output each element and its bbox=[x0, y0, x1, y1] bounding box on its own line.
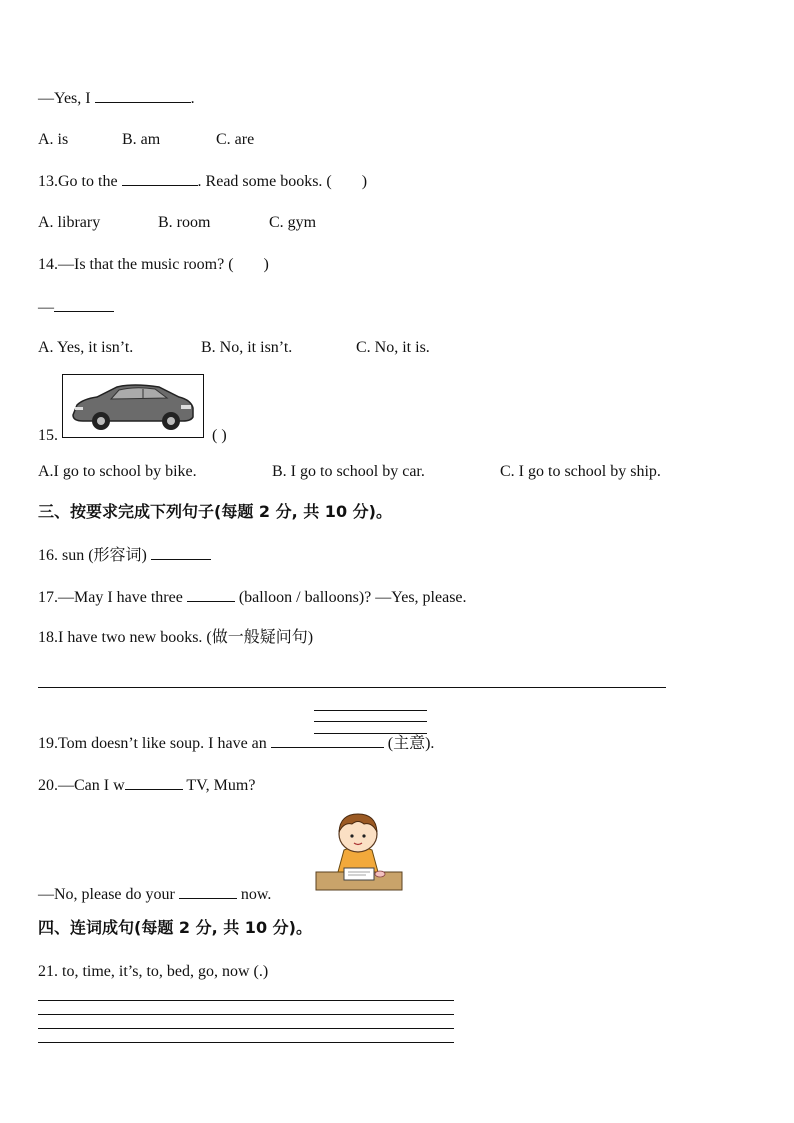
q21-question: 21. to, time, it’s, to, bed, go, now (.) bbox=[38, 963, 269, 980]
car-icon bbox=[63, 375, 203, 437]
q20-blank-1[interactable] bbox=[125, 775, 183, 790]
q15-option-a[interactable]: A.I go to school by bike. bbox=[38, 463, 197, 480]
q13-options bbox=[38, 213, 316, 233]
car-image-frame bbox=[62, 374, 204, 438]
q19-blank[interactable] bbox=[271, 733, 384, 748]
q12-answer: —Yes, I . bbox=[38, 90, 195, 107]
q15-option-b[interactable]: B. I go to school by car. bbox=[272, 463, 425, 480]
q19-line-1 bbox=[314, 710, 427, 711]
q13-blank[interactable] bbox=[122, 171, 198, 186]
q14-options bbox=[38, 338, 430, 358]
section-4-heading: 四、连词成句(每题 2 分, 共 10 分)。 bbox=[38, 918, 312, 937]
q12-options bbox=[38, 130, 254, 150]
q20-blank-2[interactable] bbox=[179, 884, 237, 899]
q13-option-c[interactable]: C. gym bbox=[269, 214, 317, 231]
q18-answer-line[interactable] bbox=[38, 687, 666, 688]
q21-answer-line-1[interactable] bbox=[38, 1000, 454, 1001]
q15-number: 15. bbox=[38, 427, 58, 444]
q15-option-c[interactable]: C. I go to school by ship. bbox=[500, 463, 661, 480]
boy-writing-image bbox=[314, 810, 404, 896]
q19-question: 19.Tom doesn’t like soup. I have an (主意). bbox=[38, 735, 435, 752]
q15-options bbox=[38, 462, 661, 482]
section-3-heading: 三、按要求完成下列句子(每题 2 分, 共 10 分)。 bbox=[38, 502, 392, 521]
q20-answer: —No, please do your now. bbox=[38, 886, 272, 903]
q14-answer: — bbox=[38, 297, 114, 318]
q16-blank[interactable] bbox=[151, 545, 211, 560]
q14-option-a[interactable]: A. Yes, it isn’t. bbox=[38, 339, 134, 356]
q13-option-a[interactable]: A. library bbox=[38, 214, 101, 231]
q13-question: 13.Go to the . Read some books. ( ) bbox=[38, 173, 368, 190]
q13-option-b[interactable]: B. room bbox=[158, 214, 211, 231]
q16-question: 16. sun (形容词) bbox=[38, 545, 211, 566]
q17-blank[interactable] bbox=[187, 587, 235, 602]
q14-blank[interactable] bbox=[54, 297, 114, 312]
q12-option-a[interactable]: A. is bbox=[38, 131, 69, 148]
q12-option-b[interactable]: B. am bbox=[122, 131, 161, 148]
q14-question: 14.—Is that the music room? ( ) bbox=[38, 256, 269, 273]
q17-question: 17.—May I have three (balloon / balloons)? —Yes, please. bbox=[38, 589, 467, 606]
q19-line-2 bbox=[314, 721, 427, 722]
q14-option-c[interactable]: C. No, it is. bbox=[356, 339, 430, 356]
boy-writing-icon bbox=[314, 810, 404, 896]
q12-option-c[interactable]: C. are bbox=[216, 131, 255, 148]
q18-question: 18.I have two new books. (做一般疑问句) bbox=[38, 629, 314, 646]
q21-answer-line-4[interactable] bbox=[38, 1042, 454, 1043]
q15-answer-paren[interactable]: ( ) bbox=[212, 427, 227, 444]
q14-option-b[interactable]: B. No, it isn’t. bbox=[201, 339, 293, 356]
q21-answer-line-2[interactable] bbox=[38, 1014, 454, 1015]
q12-blank[interactable] bbox=[95, 88, 191, 103]
q21-answer-line-3[interactable] bbox=[38, 1028, 454, 1029]
q20-question: 20.—Can I w TV, Mum? bbox=[38, 777, 256, 794]
